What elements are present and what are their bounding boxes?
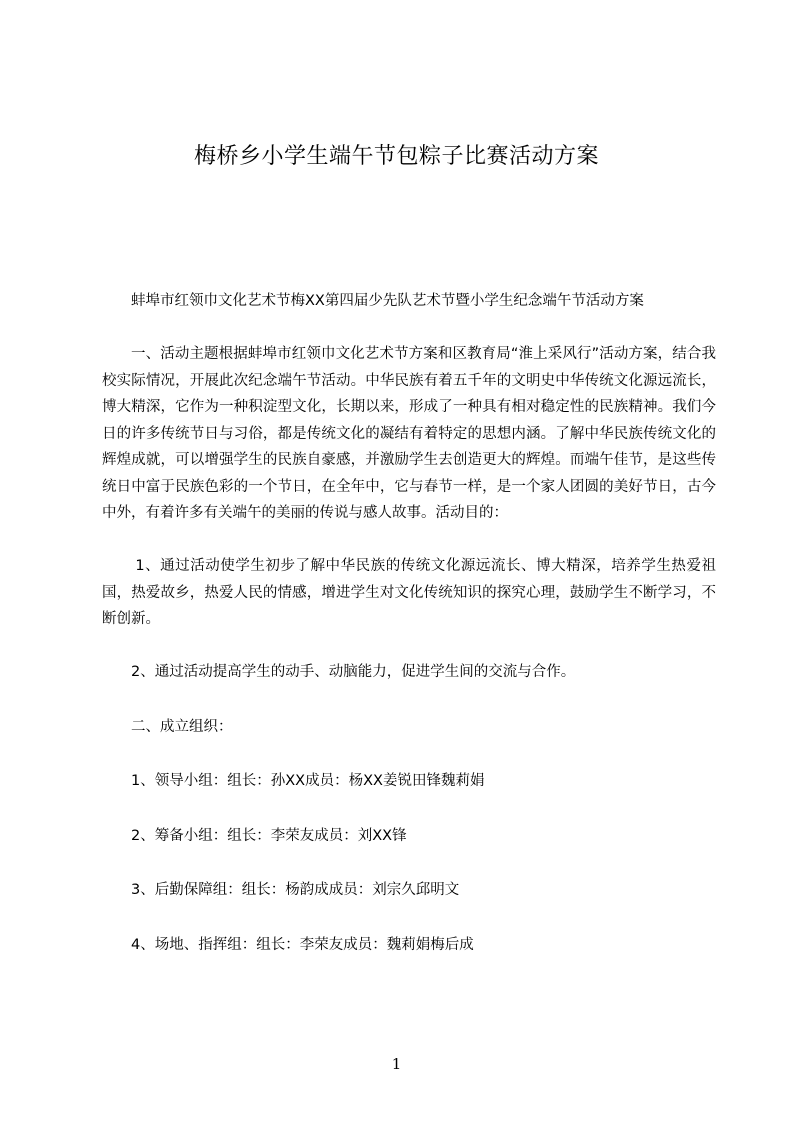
paragraph-activity-theme: 一、活动主题根据蚌埠市红领巾文化艺术节方案和区教育局“淮上采风行”活动方案，结合我校实际情况，开展此次纪念端午节活动。中华民族有着五千年的文明史中华传统文化源远流长，博大精深，它作为一种积淀型文化，长期以来，形成了一种具有相对稳定性的民族精神。我们今日的许多传统节日与习俗，都是传统文化的凝结有着特定的思想内涵。了解中华民族传统文化的辉煌成就，可以增强学生的民族自豪感，并激励学生去创造更大的辉煌。而端午佳节，是这些传统日中富于民族色彩的一个节日，在全年中，它与春节一样，是一个家人团圆的美好节日，古今中外，有着许多有关端午的美丽的传说与感人故事。活动目的： [102,346,716,521]
paragraph-spacer [102,633,716,660]
group-venue-command: 4、场地、指挥组：组长：李荣友成员：魏莉娟梅后成 [131,936,474,953]
paragraph-spacer [102,527,716,554]
section-heading-organization: 二、成立组织： [131,718,233,735]
paragraph-goal-1: 1、通过活动使学生初步了解中华民族的传统文化源远流长、博大精深，培养学生热爱祖国，热爱故乡，热爱人民的情感，增进学生对文化传统知识的探究心理，鼓励学生不断学习，不断创新。 [102,558,716,627]
paragraph-spacer [102,904,716,932]
paragraph-spacer [102,315,716,342]
group-leadership: 1、领导小组：组长：孙XX成员：杨XX姜锐田锋魏莉娟 [131,773,485,789]
paragraph-spacer [102,795,716,823]
paragraph-intro: 蚌埠市红领巾文化艺术节梅XX第四届少先队艺术节暨小学生纪念端午节活动方案 [131,293,644,309]
page-number: 1 [391,1055,402,1073]
paragraph-spacer [102,740,716,768]
document-body [102,288,716,958]
paragraph-goal-2: 2、通过活动提高学生的动手、动脑能力，促进学生间的交流与合作。 [131,664,576,680]
group-preparation: 2、筹备小组：组长：李荣友成员：刘XX锋 [131,827,407,844]
paragraph-spacer [102,849,716,877]
document-title: 梅桥乡小学生端午节包粽子比赛活动方案 [193,144,599,169]
paragraph-spacer [102,686,716,714]
group-logistics: 3、后勤保障组：组长：杨韵成成员：刘宗久邱明文 [131,882,460,898]
